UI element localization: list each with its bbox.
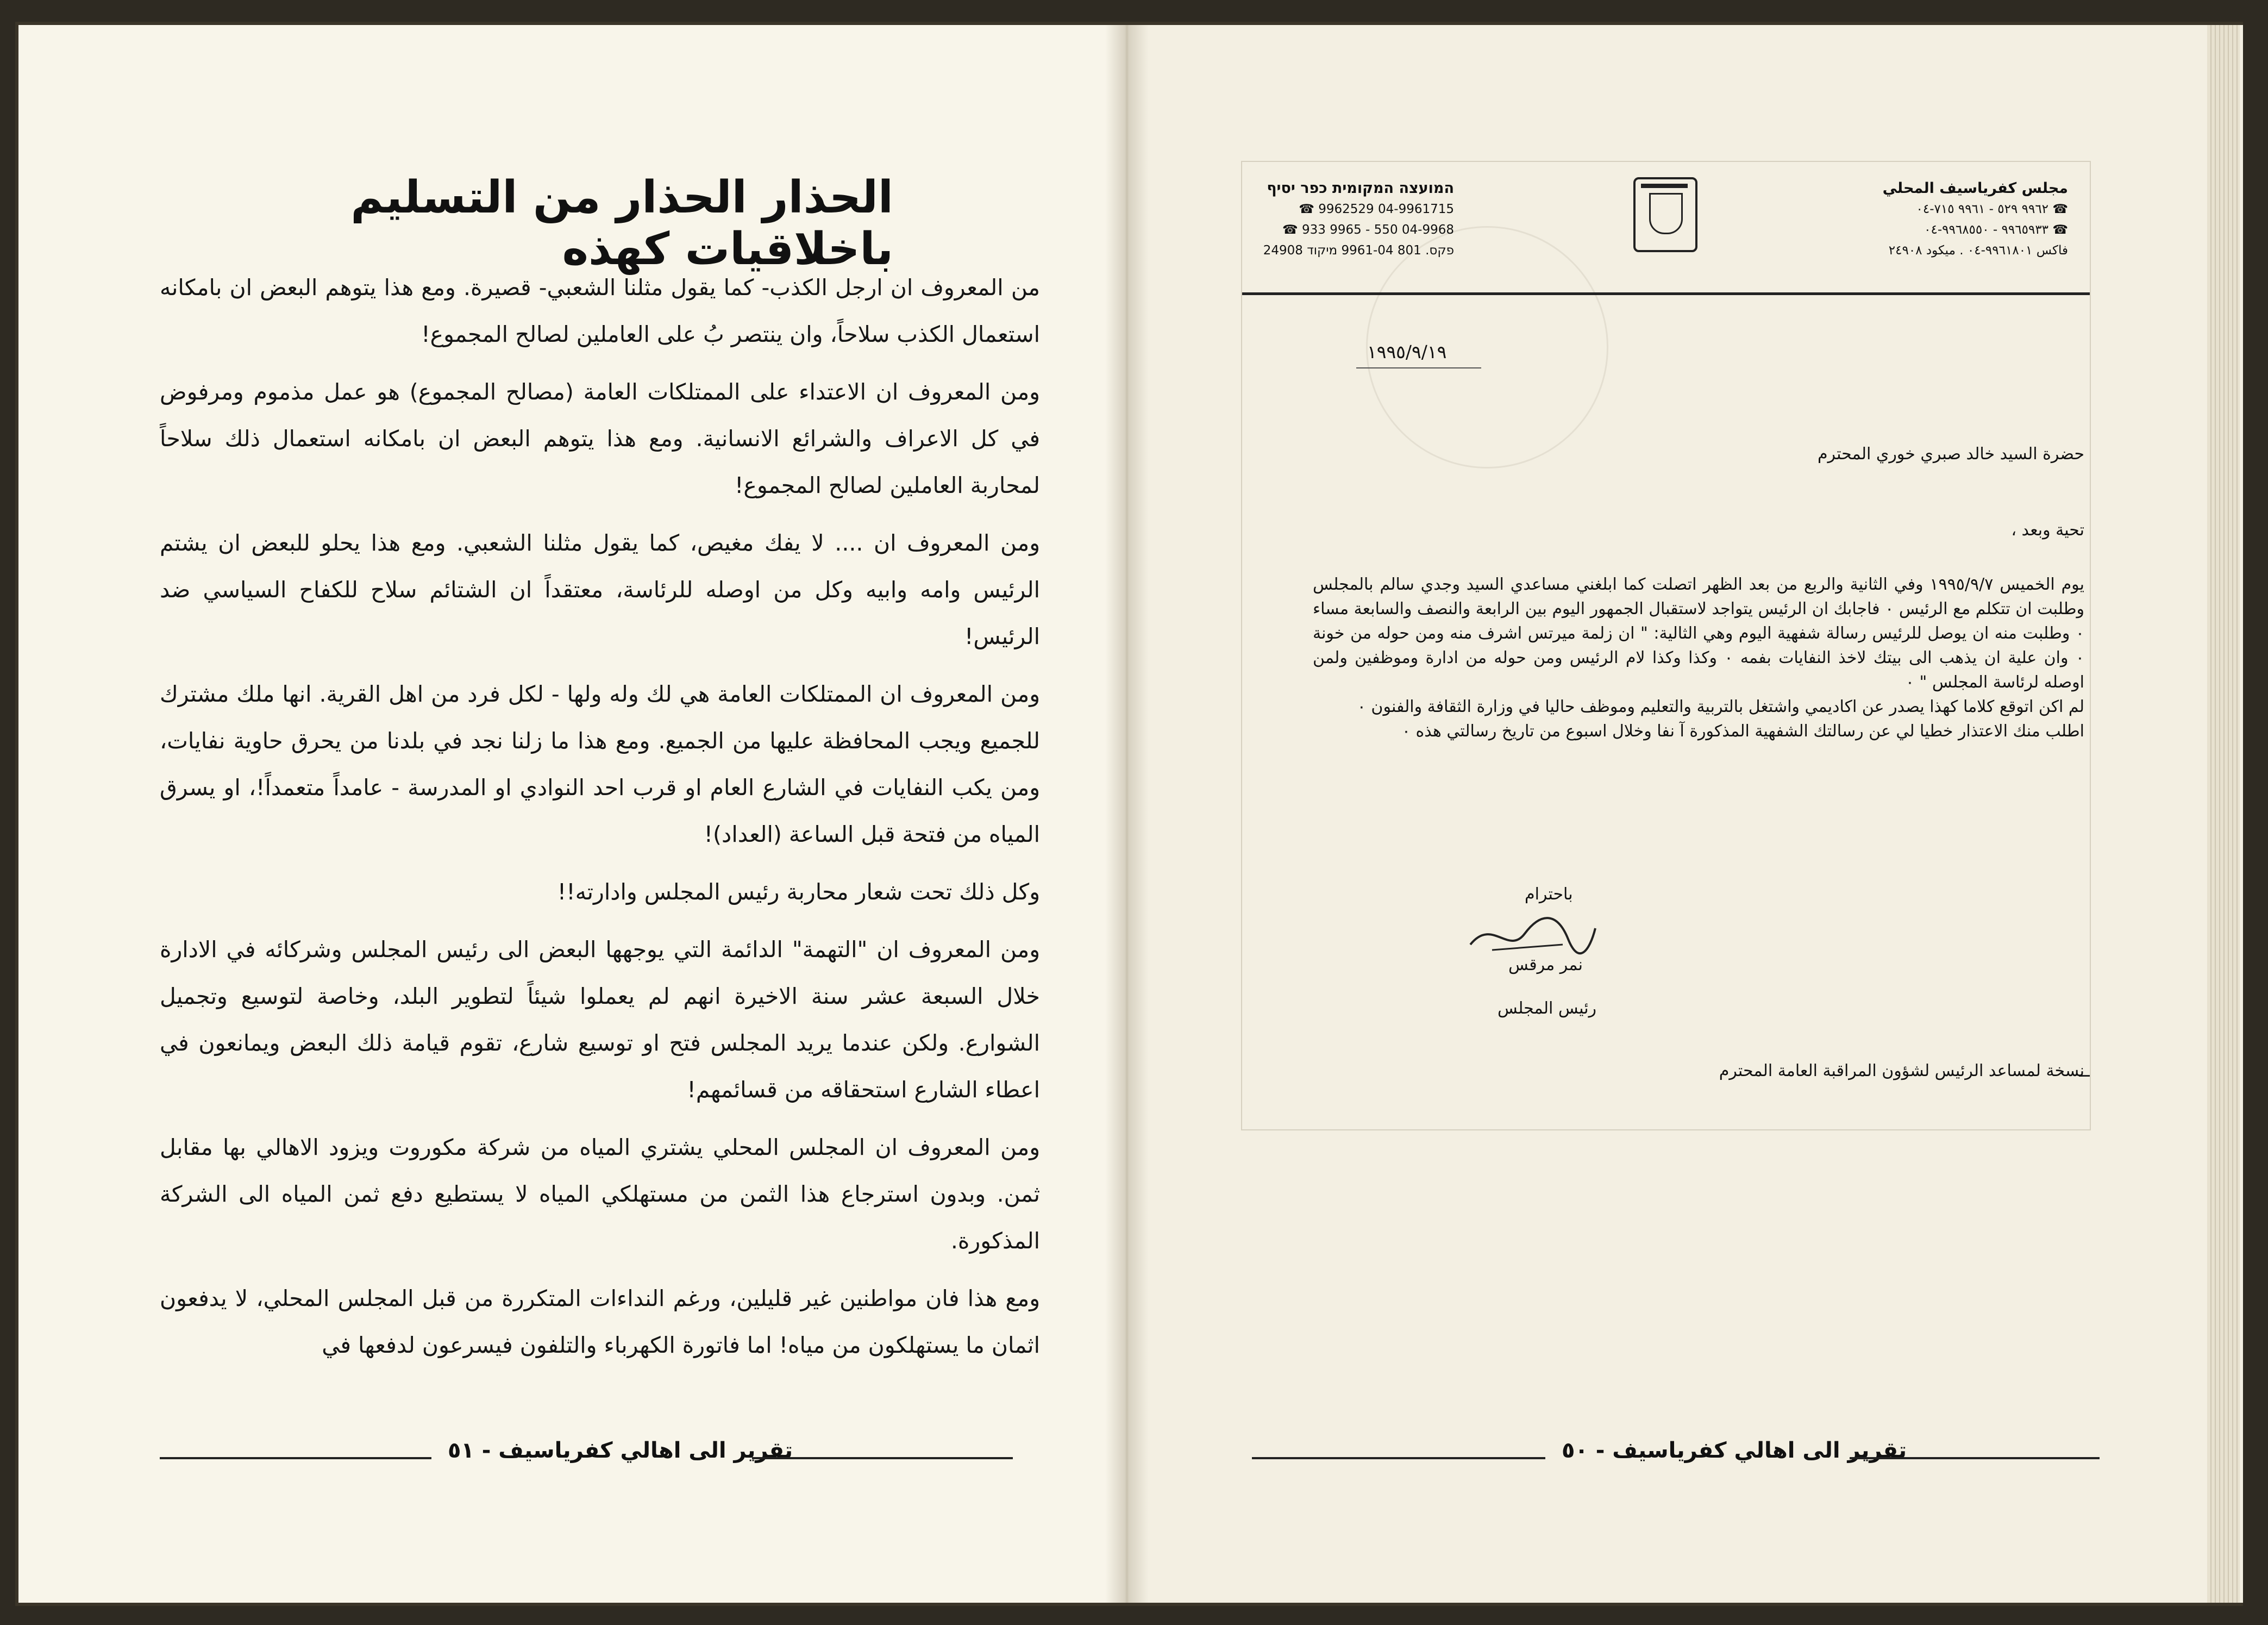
letter-date: ١٩٩٥/٩/١٩	[1367, 341, 1447, 362]
letterhead-line: مجلس كفرياسيف المحلي	[1882, 180, 2068, 197]
paragraph: ومع هذا فان مواطنين غير قليلين، ورغم النداءات المتكررة من قبل المجلس المحلي، لا يدفعون اثمان ما يستهلكون من مياه! اما فاتورة الكهرباء والتلفون فيسرعون لدفعها في	[160, 1285, 1040, 1358]
letter-paragraph: يوم الخميس ١٩٩٥/٩/٧ وفي الثانية والربع من بعد الظهر اتصلت كما ابلغني مساعدي السيد وجدي سالم بالمجلس وطلبت ان تتكلم مع الرئيس ٠ فاجابك ان الرئيس يتواجد لاستقبال الجمهور اليوم بين الرابعة والنصف والسابعة مساء ٠ وطلبت منه ان يوصل للرئيس رسالة شفهية اليوم وهي الثالية: " ان زلمة ميرتس اشرف منه ومن حوله من خونة ٠ وان علية ان يذهب الى بيتك لاخذ النفايات بفمه ٠ وكذا وكذا لام الرئيس ومن حوله من ادارة وموظفين ولمن اوصله لرئاسة المجلس " ٠	[1313, 575, 2084, 692]
letter-paragraph: لم اكن اتوقع كلاما كهذا يصدر عن اكاديمي واشتغل بالتربية والتعليم وموظف حاليا في وزارة الثقافة والفنون ٠	[1357, 697, 2084, 716]
book-spread	[15, 22, 2243, 1606]
left-page	[18, 25, 1122, 1603]
paragraph: ومن المعروف ان .... لا يفك مغيص، كما يقول مثلنا الشعبي. ومع هذا يحلو للبعض ان يشتم الرئيس وامه وابيه وكل من اوصله للرئاسة، معتقداً ان الشتائم سلاح للكفاح السياسي ضد الرئيس!	[160, 530, 1040, 649]
letter-addressee: حضرة السيد خالد صبري خوري المحترم	[1817, 445, 2084, 464]
letter-cc: نسخة لمساعد الرئيس لشؤون المراقبة العامة المحترم	[1719, 1061, 2084, 1080]
signer-name: نمر مرقس	[1508, 955, 1583, 974]
signer-title: رئيس المجلس	[1498, 999, 1597, 1018]
article-body	[160, 264, 1040, 1379]
footer-rule	[752, 1457, 1013, 1459]
letter-paragraph: اطلب منك الاعتذار خطيا لي عن رسالتك الشفهية المذكورة آ نفا وخلال اسبوع من تاريخ رسالتي هذه ٠	[1401, 722, 2084, 741]
letter-greeting: تحية وبعد ،	[2011, 521, 2084, 540]
page-edges	[2207, 25, 2240, 1603]
letter-body	[1313, 572, 2084, 743]
footer-rule	[160, 1457, 431, 1459]
letterhead-arabic	[1824, 178, 2068, 261]
letterhead-line: ☎ ٩٩٦٥٩٣٣ - ٩٩٦٨٥٥٠-٠٤	[1924, 223, 2068, 237]
page-footer-left: تقرير الى اهالي كفرياسيف - ٥١	[448, 1438, 793, 1463]
council-seal-icon	[1633, 177, 1697, 252]
letterhead-line: 04-9968 550 - 9965 933 ☎	[1282, 223, 1454, 237]
article-title: الحذار الحذار من التسليم باخلاقيات كهذه	[350, 172, 893, 275]
paragraph: ومن المعروف ان المجلس المحلي يشتري المياه من شركة مكوروت ويزود الاهالي بها مقابل ثمن. وبدون استرجاع هذا الثمن من مستهلكي المياه لا يستطيع دفع ثمن المياه الى الشركة المذكورة.	[160, 1134, 1040, 1254]
book-gutter	[1105, 25, 1149, 1603]
footer-rule	[1252, 1457, 1545, 1459]
letter-document	[1241, 161, 2091, 1130]
letter-closing: باحترام	[1525, 885, 1573, 904]
paragraph: من المعروف ان ارجل الكذب- كما يقول مثلنا الشعبي- قصيرة. ومع هذا يتوهم البعض ان بامكانه استعمال الكذب سلاحاً، وان ينتصر بُ على العاملين لصالح المجموع!	[160, 274, 1040, 347]
letterhead-line: 04-9961715 9962529 ☎	[1299, 202, 1454, 216]
footer-rule	[1850, 1457, 2100, 1459]
signature-icon	[1459, 907, 1601, 961]
paragraph: ومن المعروف ان "التهمة" الدائمة التي يوجهها البعض الى رئيس المجلس وشركائه في الادارة خلال السبعة عشر سنة الاخيرة انهم لم يعملوا شيئاً لتطوير البلد، وخاصة لتوسيع وتجميل الشوارع. ولكن عندما يريد المجلس فتح او توسيع شارع، تقوم قيامة ذلك البعض ويمانعون في اعطاء الشارع استحقاقه من قسائمهم!	[160, 936, 1040, 1103]
date-underline	[1356, 367, 1481, 368]
letterhead-line: פקס. 801 9961-04 מיקוד 24908	[1263, 243, 1454, 258]
paragraph: وكل ذلك تحت شعار محاربة رئيس المجلس وادارته!!	[557, 879, 1040, 905]
paragraph: ومن المعروف ان الاعتداء على الممتلكات العامة (مصالح المجموع) هو عمل مذموم ومرفوض في كل الاعراف والشرائع الانسانية. ومع هذا يتوهم البعض ان بامكانه استعمال ذلك سلاحاً لمحاربة العاملين لصالح المجموع!	[160, 379, 1040, 498]
page-footer-right: تقرير الى اهالي كفرياسيف - ٥٠	[1562, 1438, 1907, 1463]
letterhead-hebrew	[1258, 178, 1454, 261]
letterhead	[1242, 162, 2090, 295]
letterhead-line: המועצה המקומית כפר יסיף	[1267, 180, 1454, 197]
paragraph: ومن المعروف ان الممتلكات العامة هي لك وله ولها - لكل فرد من اهل القرية. انها ملك مشترك للجميع ويجب المحافظة عليها من الجميع. ومع هذا ما زلنا نجد في بلدنا من يحرق حاوية نفايات، ومن يكب النفايات في الشارع العام او قرب احد النوادي او المدرسة - عامداً متعمداً!، او يسرق المياه من فتحة قبل الساعة (العداد)!	[160, 681, 1040, 847]
letterhead-line: ☎ ٩٩٦٢ ٥٢٩ - ٩٩٦١ ٧١٥-٠٤	[1916, 202, 2068, 216]
letterhead-line: فاكس ٩٩٦١٨٠١-٠٤ . ميكود ٢٤٩٠٨	[1888, 243, 2068, 258]
